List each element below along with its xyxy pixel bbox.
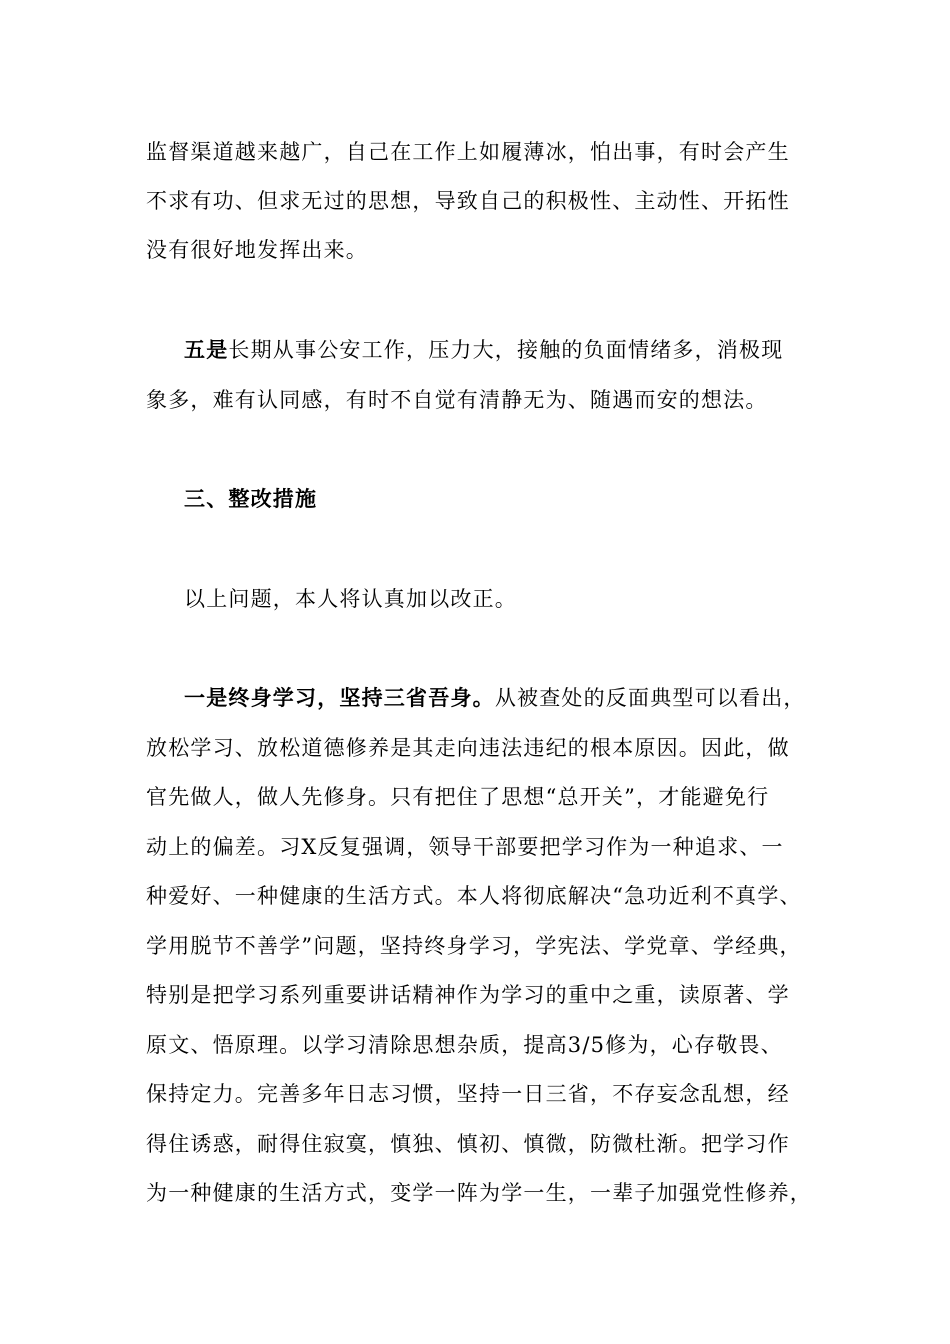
paragraph-first-line <box>184 335 826 365</box>
paragraph-line: 以上问题，本人将认真加以改正。 <box>184 587 517 611</box>
paragraph-line: 原文、悟原理。以学习清除思想杂质，提高3/5修为，心存敬畏、 <box>146 1033 783 1057</box>
paragraph-line: 监督渠道越来越广，自己在工作上如履薄冰，怕出事，有时会产生 <box>146 140 790 164</box>
paragraph-line: 种爱好、一种健康的生活方式。本人将彻底解决“急功近利不真学、 <box>146 884 802 908</box>
paragraph-first-line <box>184 683 826 713</box>
paragraph-lead: 一是终身学习，坚持三省吾身。 <box>184 685 495 710</box>
paragraph-lead: 五是 <box>184 337 229 362</box>
paragraph-line: 特别是把学习系列重要讲话精神作为学习的重中之重，读原著、学 <box>146 983 790 1007</box>
paragraph-line: 得住诱惑，耐得住寂寞，慎独、慎初、慎微，防微杜渐。把学习作 <box>146 1132 790 1156</box>
paragraph-line: 象多，难有认同感，有时不自觉有清静无为、随遇而安的想法。 <box>146 388 768 412</box>
paragraph-text: 从被查处的反面典型可以看出， <box>494 686 806 710</box>
paragraph-line: 放松学习、放松道德修养是其走向违法违纪的根本原因。因此，做 <box>146 736 790 760</box>
paragraph-text: 长期从事公安工作，压力大，接触的负面情绪多，消极现 <box>228 338 784 362</box>
paragraph-line: 学用脱节不善学”问题，坚持终身学习，学宪法、学党章、学经典， <box>146 934 802 958</box>
paragraph-line: 没有很好地发挥出来。 <box>146 238 368 262</box>
paragraph-line: 保持定力。完善多年日志习惯，坚持一日三省，不存妄念乱想，经 <box>146 1082 790 1106</box>
paragraph-line: 为一种健康的生活方式，变学一阵为学一生，一辈子加强党性修养， <box>146 1181 812 1205</box>
paragraph-line: 不求有功、但求无过的思想，导致自己的积极性、主动性、开拓性 <box>146 189 790 213</box>
section-heading: 三、整改措施 <box>184 486 318 511</box>
paragraph-line: 动上的偏差。习X反复强调，领导干部要把学习作为一种追求、一 <box>146 835 784 859</box>
paragraph-line: 官先做人，做人先修身。只有把住了思想“总开关”，才能避免行 <box>146 785 770 809</box>
